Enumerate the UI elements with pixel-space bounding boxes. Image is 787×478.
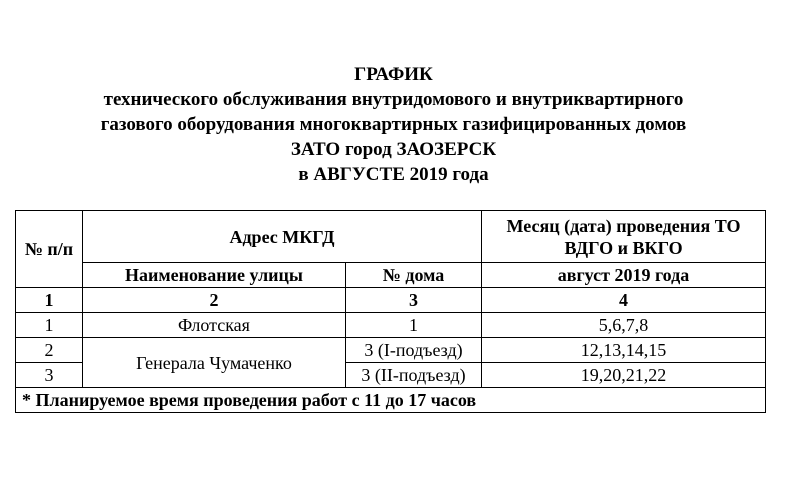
row-dates: 12,13,14,15 — [482, 338, 766, 363]
header-house: № дома — [346, 263, 482, 288]
row-num: 3 — [16, 363, 83, 388]
header-row — [16, 211, 766, 263]
row-house: 1 — [346, 313, 482, 338]
title-line-3: газового оборудования многоквартирных газифицированных домов — [100, 114, 687, 135]
row-house: 3 (II-подъезд) — [346, 363, 482, 388]
row-house: 3 (I-подъезд) — [346, 338, 482, 363]
column-number: 2 — [83, 288, 346, 313]
header-address: Адрес МКГД — [83, 211, 482, 263]
table-row — [16, 338, 766, 363]
row-dates: 19,20,21,22 — [482, 363, 766, 388]
row-street: Флотская — [83, 313, 346, 338]
schedule-table — [15, 210, 766, 413]
header-month: Месяц (дата) проведения ТО ВДГО и ВКГО — [482, 211, 766, 263]
column-number: 3 — [346, 288, 482, 313]
header-street: Наименование улицы — [83, 263, 346, 288]
footnote: * Планируемое время проведения работ с 11 до 17 часов — [16, 388, 766, 413]
column-number: 4 — [482, 288, 766, 313]
row-street: Генерала Чумаченко — [83, 338, 346, 388]
row-num: 1 — [16, 313, 83, 338]
title-line-4: ЗАТО город ЗАОЗЕРСК — [290, 139, 497, 160]
row-dates: 5,6,7,8 — [482, 313, 766, 338]
column-number-row — [16, 288, 766, 313]
header-num: № п/п — [16, 211, 83, 288]
row-num: 2 — [16, 338, 83, 363]
column-number: 1 — [16, 288, 83, 313]
table-row — [16, 313, 766, 338]
title-heading: ГРАФИК — [354, 64, 433, 85]
subheader-row — [16, 263, 766, 288]
footnote-row — [16, 388, 766, 413]
header-month-value: август 2019 года — [482, 263, 766, 288]
title-line-2: технического обслуживания внутридомового и внутриквартирного — [103, 89, 684, 110]
title-line-5: в АВГУСТЕ 2019 года — [298, 164, 489, 185]
document-title — [0, 62, 787, 187]
